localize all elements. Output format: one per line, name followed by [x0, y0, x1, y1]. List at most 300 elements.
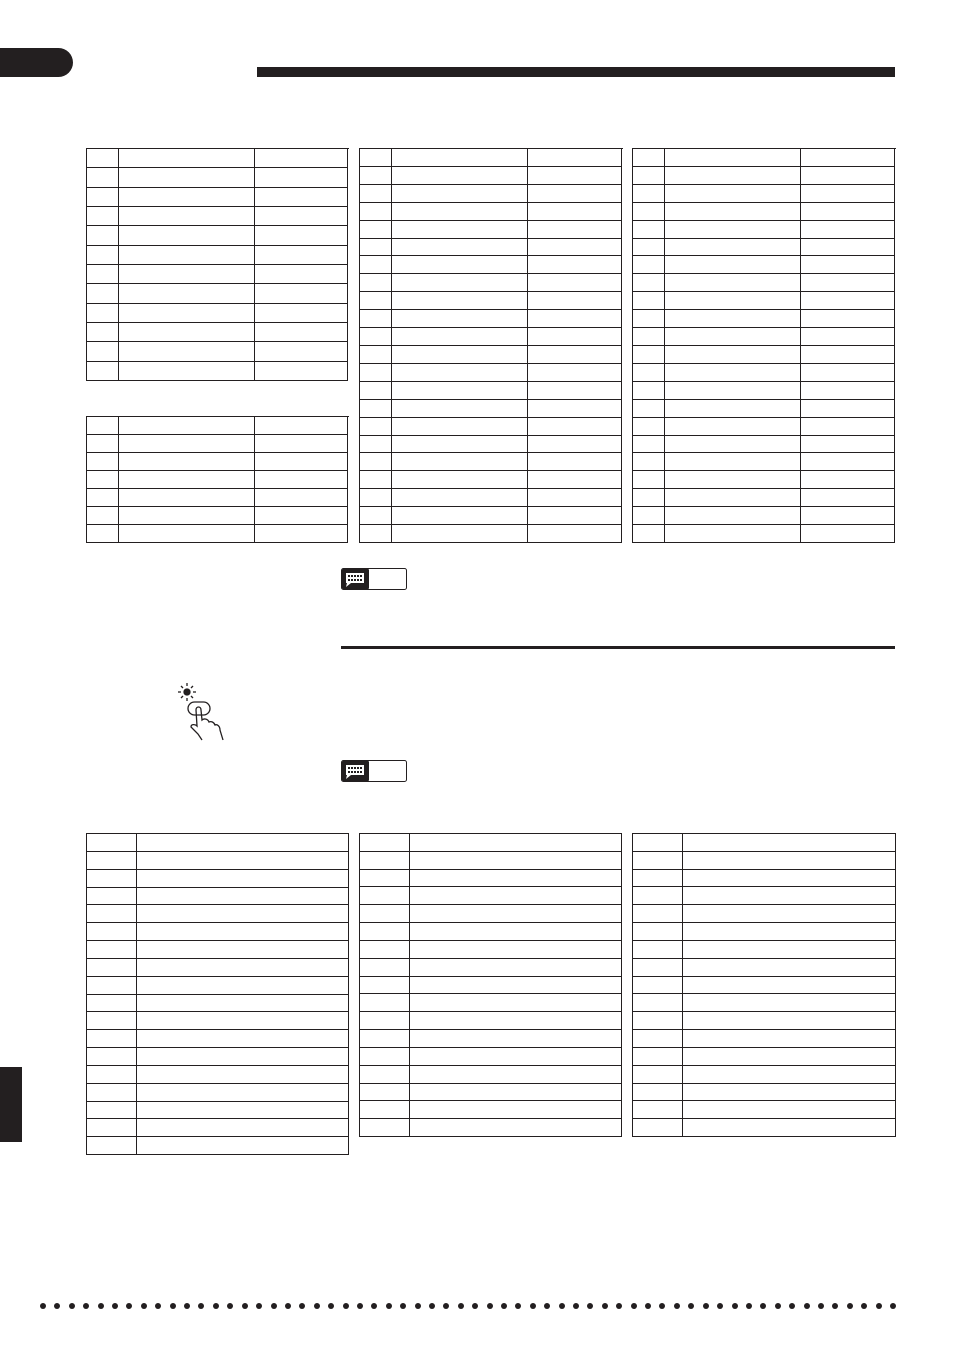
footer-dot	[688, 1303, 694, 1309]
table-cell	[255, 284, 348, 303]
table-cell	[801, 382, 895, 400]
table-cell	[255, 149, 348, 168]
table-cell	[528, 507, 622, 525]
table-cell	[801, 292, 895, 310]
table-cell	[137, 1119, 349, 1137]
table-cell	[360, 436, 392, 454]
table-cell	[137, 834, 349, 852]
table-cell	[360, 1084, 410, 1102]
table-cell	[119, 507, 255, 525]
table-cell	[410, 1012, 622, 1030]
footer-dot	[141, 1303, 147, 1309]
table-cell	[410, 1048, 622, 1066]
table-cell	[633, 203, 665, 221]
footer-dot	[818, 1303, 824, 1309]
footer-dot	[501, 1303, 507, 1309]
table-cell	[360, 346, 392, 364]
table-col3	[632, 148, 896, 543]
table-cell	[801, 239, 895, 257]
table-cell	[87, 453, 119, 471]
table-cell	[683, 1084, 896, 1102]
table-cell	[633, 1030, 683, 1048]
table-cell	[683, 1101, 896, 1119]
table-cell	[392, 185, 528, 203]
table-cell	[683, 1012, 896, 1030]
table-cell	[137, 923, 349, 941]
table-cell	[633, 471, 665, 489]
table-cell	[360, 364, 392, 382]
footer-dot	[98, 1303, 104, 1309]
table-cell	[360, 1066, 410, 1084]
table-cell	[801, 489, 895, 507]
table-cell	[665, 203, 801, 221]
table-cell	[360, 292, 392, 310]
table-cell	[255, 168, 348, 187]
table-cell	[119, 435, 255, 453]
table-cell	[87, 362, 119, 381]
table-cell	[360, 1012, 410, 1030]
table-cell	[360, 525, 392, 543]
table-cell	[255, 207, 348, 226]
table-cell	[360, 239, 392, 257]
table-cell	[87, 1137, 137, 1155]
table-cell	[633, 941, 683, 959]
table-cell	[87, 888, 137, 906]
table-cell	[528, 382, 622, 400]
table-cell	[87, 977, 137, 995]
table-cell	[410, 1101, 622, 1119]
table-cell	[119, 149, 255, 168]
table-cell	[360, 149, 392, 167]
footer-dot	[299, 1303, 305, 1309]
footer-dot	[83, 1303, 89, 1309]
table-cell	[392, 239, 528, 257]
table-cell	[137, 1030, 349, 1048]
table-cell	[119, 525, 255, 543]
footer-dot	[515, 1303, 521, 1309]
table-cell	[392, 346, 528, 364]
table-cell	[410, 1066, 622, 1084]
table-cell	[528, 256, 622, 274]
table-cell	[87, 323, 119, 342]
section-heading-bar	[257, 67, 895, 77]
table-cell	[255, 265, 348, 284]
table-cell	[119, 207, 255, 226]
table-cell	[410, 870, 622, 888]
table-cell	[119, 489, 255, 507]
footer-dot	[717, 1303, 723, 1309]
table-cell	[137, 941, 349, 959]
table-cell	[633, 400, 665, 418]
table-cell	[360, 382, 392, 400]
table-cell	[665, 346, 801, 364]
table-cell	[528, 418, 622, 436]
footer-dot	[314, 1303, 320, 1309]
table-cell	[683, 870, 896, 888]
table-cell	[528, 453, 622, 471]
table-cell	[255, 453, 348, 471]
table-cell	[360, 489, 392, 507]
table-cell	[410, 852, 622, 870]
table-cell	[137, 905, 349, 923]
table-cell	[137, 959, 349, 977]
table-cell	[87, 246, 119, 265]
table-cell	[801, 364, 895, 382]
table-cell	[87, 435, 119, 453]
table-cell	[360, 977, 410, 995]
table-cell	[801, 400, 895, 418]
table-cell	[119, 417, 255, 435]
table-cell	[87, 265, 119, 284]
table-cell	[87, 471, 119, 489]
table-cell	[665, 436, 801, 454]
table-cell	[665, 328, 801, 346]
table-cell	[87, 1048, 137, 1066]
table-cell	[801, 310, 895, 328]
list-table-col1	[86, 833, 349, 1155]
note-icon	[341, 760, 407, 782]
list-table-col2	[359, 833, 622, 1137]
table-cell	[392, 167, 528, 185]
list-table-col3	[632, 833, 896, 1137]
table-cell	[255, 525, 348, 543]
table-cell	[119, 188, 255, 207]
table-cell	[633, 1101, 683, 1119]
footer-dot	[198, 1303, 204, 1309]
table-cell	[528, 364, 622, 382]
footer-dot	[40, 1303, 46, 1309]
table-cell	[119, 453, 255, 471]
table-cell	[633, 1084, 683, 1102]
table-cell	[633, 274, 665, 292]
table-cell	[119, 342, 255, 361]
table-cell	[87, 1066, 137, 1084]
table-cell	[410, 941, 622, 959]
footer-dot	[645, 1303, 651, 1309]
table-cell	[119, 265, 255, 284]
footer-dot	[616, 1303, 622, 1309]
table-cell	[633, 256, 665, 274]
table-cell	[360, 1119, 410, 1137]
table-cell	[119, 323, 255, 342]
table-cell	[633, 418, 665, 436]
table-cell	[87, 284, 119, 303]
table-cell	[137, 1048, 349, 1066]
table-cell	[801, 167, 895, 185]
footer-dot	[227, 1303, 233, 1309]
table-cell	[665, 239, 801, 257]
table-cell	[633, 382, 665, 400]
table-cell	[87, 1030, 137, 1048]
table-cell	[119, 246, 255, 265]
table-cell	[801, 256, 895, 274]
table-cell	[683, 1030, 896, 1048]
table-cell	[665, 453, 801, 471]
table-cell	[360, 834, 410, 852]
table-cell	[410, 1084, 622, 1102]
table-cell	[360, 400, 392, 418]
footer-dot	[357, 1303, 363, 1309]
table-cell	[665, 221, 801, 239]
table-cell	[633, 364, 665, 382]
table-cell	[392, 310, 528, 328]
table-cell	[683, 1048, 896, 1066]
table-cell	[87, 525, 119, 543]
table-cell	[392, 221, 528, 239]
table-cell	[137, 977, 349, 995]
table-cell	[801, 328, 895, 346]
table-cell	[87, 1084, 137, 1102]
table-cell	[87, 168, 119, 187]
footer-dot	[271, 1303, 277, 1309]
table-cell	[665, 274, 801, 292]
table-cell	[528, 346, 622, 364]
table-cell	[801, 507, 895, 525]
table-cell	[633, 507, 665, 525]
table-cell	[528, 292, 622, 310]
table-cell	[255, 362, 348, 381]
table-cell	[665, 489, 801, 507]
table-cell	[360, 328, 392, 346]
table-cell	[683, 923, 896, 941]
table-cell	[392, 292, 528, 310]
table-cell	[87, 959, 137, 977]
table-cell	[528, 400, 622, 418]
footer-dot	[443, 1303, 449, 1309]
table-cell	[801, 274, 895, 292]
table-cell	[633, 1048, 683, 1066]
table-cell	[392, 149, 528, 167]
footer-dot	[890, 1303, 896, 1309]
table-cell	[665, 292, 801, 310]
table-cell	[665, 418, 801, 436]
table-cell	[801, 185, 895, 203]
table-cell	[392, 489, 528, 507]
table-cell	[360, 185, 392, 203]
table-cell	[360, 905, 410, 923]
table-cell	[528, 239, 622, 257]
table-cell	[392, 364, 528, 382]
table-cell	[801, 436, 895, 454]
footer-dot	[789, 1303, 795, 1309]
footer-dot	[69, 1303, 75, 1309]
table-cell	[87, 834, 137, 852]
table-cell	[392, 507, 528, 525]
table-cell	[137, 852, 349, 870]
table-cell	[633, 489, 665, 507]
table-cell	[137, 1084, 349, 1102]
footer-dot	[213, 1303, 219, 1309]
footer-dot	[746, 1303, 752, 1309]
table-cell	[87, 870, 137, 888]
table-cell	[801, 346, 895, 364]
table-cell	[255, 489, 348, 507]
table-cell	[87, 489, 119, 507]
table-cell	[87, 923, 137, 941]
table-cell	[137, 1102, 349, 1120]
footer-dot	[775, 1303, 781, 1309]
table-cell	[410, 959, 622, 977]
table-cell	[665, 256, 801, 274]
table-cell	[360, 167, 392, 185]
table-cell	[87, 417, 119, 435]
table-cell	[392, 382, 528, 400]
table-cell	[392, 274, 528, 292]
table-cell	[665, 149, 801, 167]
table-cell	[360, 1048, 410, 1066]
table-cell	[633, 852, 683, 870]
table-cell	[87, 342, 119, 361]
table-col1-upper	[86, 148, 349, 381]
table-cell	[410, 905, 622, 923]
table-cell	[528, 471, 622, 489]
table-cell	[683, 834, 896, 852]
table-cell	[87, 149, 119, 168]
table-cell	[683, 977, 896, 995]
table-cell	[633, 525, 665, 543]
table-cell	[633, 1012, 683, 1030]
table-cell	[665, 185, 801, 203]
table-cell	[255, 342, 348, 361]
table-cell	[683, 887, 896, 905]
table-cell	[801, 471, 895, 489]
table-cell	[633, 310, 665, 328]
table-cell	[137, 1066, 349, 1084]
table-cell	[119, 226, 255, 245]
table-cell	[119, 362, 255, 381]
table-cell	[633, 834, 683, 852]
table-cell	[665, 400, 801, 418]
table-cell	[360, 203, 392, 221]
table-cell	[528, 489, 622, 507]
footer-dot	[674, 1303, 680, 1309]
table-cell	[633, 453, 665, 471]
table-cell	[255, 246, 348, 265]
table-cell	[801, 149, 895, 167]
footer-dot	[429, 1303, 435, 1309]
table-cell	[360, 274, 392, 292]
table-cell	[528, 185, 622, 203]
table-cell	[683, 941, 896, 959]
table-cell	[137, 995, 349, 1013]
table-cell	[119, 284, 255, 303]
table-cell	[410, 1030, 622, 1048]
table-cell	[528, 149, 622, 167]
table-cell	[633, 221, 665, 239]
footer-dot	[732, 1303, 738, 1309]
table-cell	[87, 188, 119, 207]
table-cell	[119, 168, 255, 187]
table-cell	[87, 1119, 137, 1137]
table-cell	[87, 852, 137, 870]
table-cell	[360, 852, 410, 870]
press-button-icon	[176, 682, 236, 742]
table-cell	[137, 888, 349, 906]
footer-dot	[861, 1303, 867, 1309]
table-cell	[633, 923, 683, 941]
table-cell	[255, 304, 348, 323]
footer-dot	[54, 1303, 60, 1309]
footer-dot	[847, 1303, 853, 1309]
table-cell	[87, 995, 137, 1013]
footer-dot	[832, 1303, 838, 1309]
table-cell	[392, 453, 528, 471]
table-cell	[392, 400, 528, 418]
table-cell	[683, 1066, 896, 1084]
footer-dot	[386, 1303, 392, 1309]
table-cell	[633, 346, 665, 364]
table-cell	[683, 959, 896, 977]
footer-dot	[256, 1303, 262, 1309]
chapter-side-tab	[0, 1067, 22, 1142]
page-number-tab	[0, 48, 73, 77]
table-cell	[87, 905, 137, 923]
table-cell	[360, 453, 392, 471]
table-cell	[528, 310, 622, 328]
table-cell	[633, 870, 683, 888]
table-cell	[665, 167, 801, 185]
table-cell	[360, 471, 392, 489]
table-cell	[360, 994, 410, 1012]
table-cell	[360, 256, 392, 274]
footer-dot	[876, 1303, 882, 1309]
footer-dot	[400, 1303, 406, 1309]
table-cell	[360, 1030, 410, 1048]
table-cell	[392, 328, 528, 346]
table-cell	[255, 417, 348, 435]
table-cell	[528, 221, 622, 239]
table-cell	[360, 310, 392, 328]
table-cell	[633, 959, 683, 977]
footer-dot	[112, 1303, 118, 1309]
table-cell	[255, 435, 348, 453]
table-cell	[633, 167, 665, 185]
footer-dot-rule	[40, 1303, 896, 1311]
footer-dot	[487, 1303, 493, 1309]
footer-dot	[328, 1303, 334, 1309]
table-cell	[683, 905, 896, 923]
table-cell	[410, 977, 622, 995]
table-cell	[633, 292, 665, 310]
table-cell	[633, 994, 683, 1012]
table-cell	[360, 221, 392, 239]
table-cell	[410, 887, 622, 905]
table-cell	[528, 328, 622, 346]
footer-dot	[804, 1303, 810, 1309]
table-cell	[360, 959, 410, 977]
table-cell	[392, 418, 528, 436]
footer-dot	[472, 1303, 478, 1309]
footer-dot	[530, 1303, 536, 1309]
table-cell	[87, 941, 137, 959]
table-cell	[633, 239, 665, 257]
table-cell	[801, 203, 895, 221]
footer-dot	[126, 1303, 132, 1309]
table-cell	[360, 870, 410, 888]
table-cell	[360, 923, 410, 941]
table-cell	[528, 274, 622, 292]
table-cell	[801, 453, 895, 471]
table-cell	[683, 1119, 896, 1137]
footer-dot	[602, 1303, 608, 1309]
table-cell	[665, 525, 801, 543]
footer-dot	[587, 1303, 593, 1309]
table-cell	[633, 905, 683, 923]
table-cell	[255, 226, 348, 245]
footer-dot	[458, 1303, 464, 1309]
table-cell	[683, 852, 896, 870]
table-cell	[255, 507, 348, 525]
